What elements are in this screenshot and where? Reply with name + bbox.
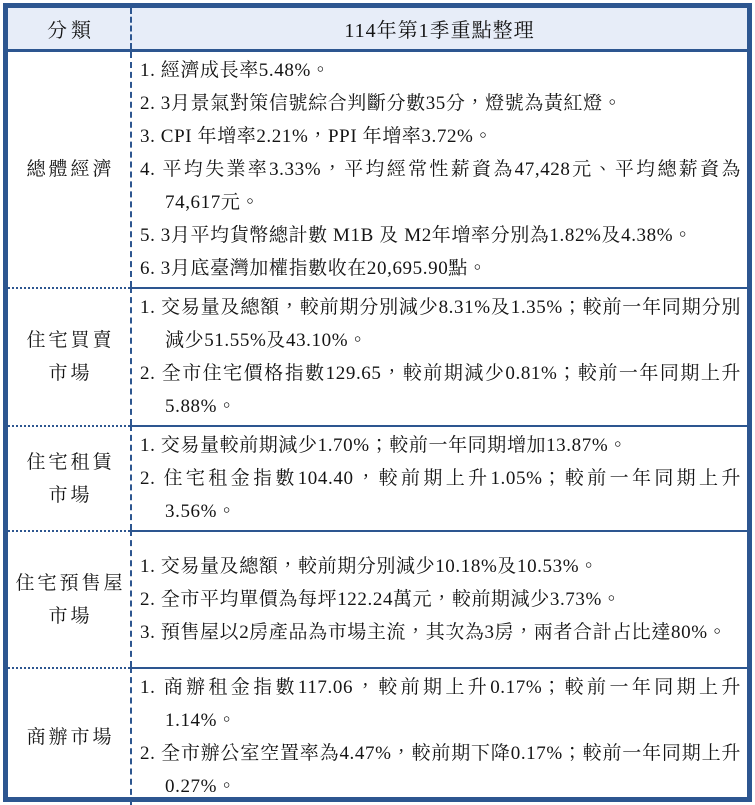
summary-item: 6. 3月底臺灣加權指數收在20,695.90點。	[140, 258, 488, 279]
category-line: 總體經濟	[26, 159, 115, 180]
summary-item: 2. 全市辦公室空置率為4.47%，較前期下降0.17%；較前一年同期上升0.27%。	[140, 743, 741, 797]
summary-item: 1. 商辦租金指數117.06，較前期上升0.17%；較前一年同期上升1.14%。	[140, 677, 741, 731]
content-cell	[130, 52, 747, 287]
category-line: 住宅買賣	[26, 330, 115, 351]
category-line: 市場	[48, 363, 93, 384]
category-line: 市場	[48, 484, 93, 506]
table-row	[8, 425, 747, 530]
content-cell	[130, 425, 747, 530]
header-title-cell: 114年第1季重點整理	[130, 8, 747, 49]
table-body	[8, 52, 747, 805]
content-cell	[130, 667, 747, 805]
table-header-row	[8, 8, 747, 52]
summary-item: 1. 經濟成長率5.48%。	[140, 60, 331, 81]
category-cell	[8, 425, 130, 530]
category-line: 住宅預售屋	[15, 572, 126, 594]
category-line: 市場	[48, 605, 93, 627]
content-cell	[130, 530, 747, 667]
summary-item: 2. 3月景氣對策信號綜合判斷分數35分，燈號為黃紅燈。	[140, 93, 623, 114]
quarterly-summary-table	[3, 3, 752, 802]
table-row	[8, 287, 747, 425]
table-row	[8, 667, 747, 805]
category-line: 住宅租賃	[26, 451, 115, 473]
table-row	[8, 52, 747, 287]
category-cell	[8, 52, 130, 287]
summary-item: 4. 平均失業率3.33%，平均經常性薪資為47,428元、平均總薪資為74,617元。	[140, 159, 741, 213]
category-line: 商辦市場	[26, 726, 115, 748]
header-category-cell: 分類	[47, 20, 95, 42]
summary-item: 1. 交易量及總額，較前期分別減少8.31%及1.35%；較前一年同期分別減少51.55%及43.10%。	[140, 297, 741, 351]
summary-item: 2. 全市平均單價為每坪122.24萬元，較前期減少3.73%。	[140, 589, 622, 610]
category-cell	[8, 530, 130, 667]
summary-item: 3. CPI 年增率2.21%，PPI 年增率3.72%。	[140, 126, 494, 147]
summary-item: 1. 交易量較前期減少1.70%；較前一年同期增加13.87%。	[140, 435, 628, 456]
table-row	[8, 530, 747, 667]
summary-item: 2. 住宅租金指數104.40，較前期上升1.05%；較前一年同期上升3.56%。	[140, 468, 741, 522]
category-cell	[8, 287, 130, 425]
summary-item: 5. 3月平均貨幣總計數 M1B 及 M2年增率分別為1.82%及4.38%。	[140, 225, 693, 246]
content-cell	[130, 287, 747, 425]
summary-item: 1. 交易量及總額，較前期分別減少10.18%及10.53%。	[140, 556, 599, 577]
summary-item: 2. 全市住宅價格指數129.65，較前期減少0.81%；較前一年同期上升5.88%。	[140, 363, 741, 417]
summary-item: 3. 預售屋以2房產品為市場主流，其次為3房，兩者合計占比達80%。	[140, 622, 728, 643]
category-cell	[8, 667, 130, 805]
